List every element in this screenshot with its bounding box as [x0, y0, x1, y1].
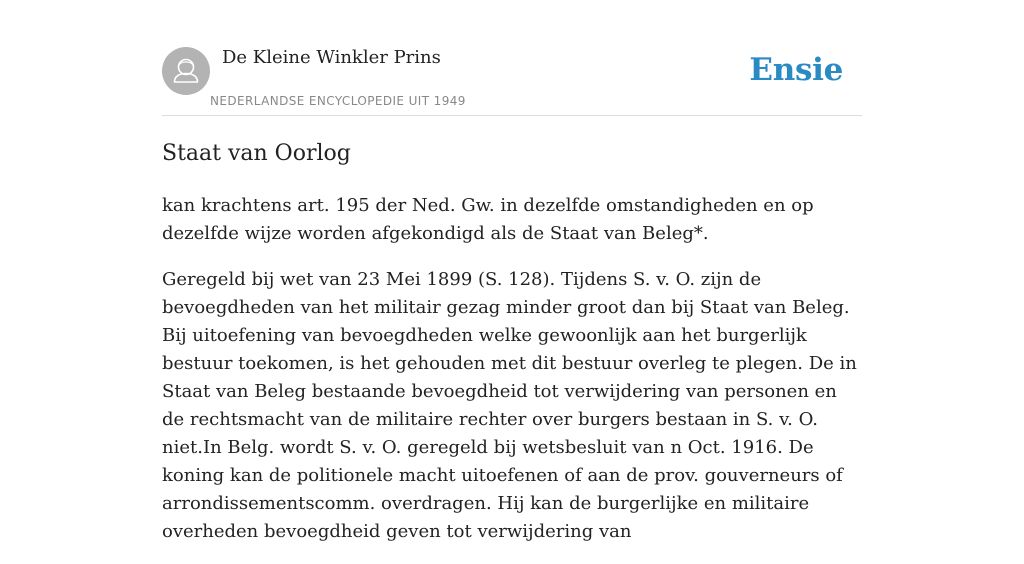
author-subtitle: NEDERLANDSE ENCYCLOPEDIE UIT 1949: [210, 94, 466, 108]
article-paragraph: Geregeld bij wet van 23 Mei 1899 (S. 128). Tijdens S. v. O. zijn de bevoegdheden van het militair gezag minder groot dan bij Staat van Beleg. Bij uitoefening van bevoegdheden welke gewoonlijk aan het burgerlijk bestuur toekomen, is het gehouden met dit bestuur overleg te plegen. De in Staat van Beleg bestaande bevoegdheid tot verwijdering van personen en de rechtsmacht van de militaire rechter over burgers bestaan in S. v. O. niet.In Belg. wordt S. v. O. geregeld bij wetsbesluit van n Oct. 1916. De koning kan de politionele macht uitoefenen of aan de prov. gouverneurs of arrondissementscomm. overdragen. Hij kan de burgerlijke en militaire overheden bevoegdheid geven tot verwijdering van: [162, 269, 857, 542]
author-name[interactable]: De Kleine Winkler Prins: [222, 47, 441, 68]
user-icon: [162, 47, 210, 95]
avatar[interactable]: [162, 47, 210, 95]
page: [162, 0, 862, 542]
article-body: [162, 192, 862, 564]
article-paragraph: kan krachtens art. 195 der Ned. Gw. in dezelfde omstandigheden en op dezelfde wijze worden afgekondigd als de Staat van Beleg*.: [162, 195, 814, 244]
brand-logo[interactable]: Ensie: [749, 52, 843, 88]
header: [162, 0, 862, 116]
page-title: Staat van Oorlog: [162, 141, 351, 166]
